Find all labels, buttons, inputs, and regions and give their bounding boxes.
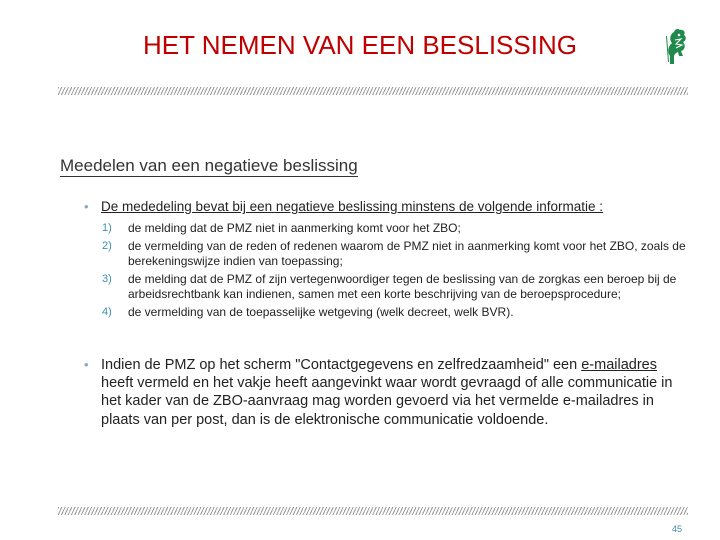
- list-item-number: 3): [102, 272, 112, 285]
- page-number: 45: [672, 524, 683, 534]
- list-item-number: 1): [102, 222, 112, 234]
- list-item: [102, 221, 686, 237]
- list-item-text: de melding dat de PMZ of zijn vertegenwoordiger tegen de beslissing van de zorgkas een beroep bij de arbeidsrechtbank kan indienen, samen met een korte beschrijving van de beroepsprocedure;: [128, 271, 677, 302]
- list-item-text: de melding dat de PMZ niet in aanmerking komt voor het ZBO;: [128, 221, 461, 235]
- bullet-dot-icon: •: [84, 199, 89, 214]
- bullet-intro: [84, 199, 603, 214]
- slide-title: HET NEMEN VAN EEN BESLISSING: [143, 30, 577, 60]
- email-address-link[interactable]: e-mailadres: [581, 357, 657, 373]
- bullet-email: [84, 356, 684, 429]
- list-item: [102, 305, 686, 321]
- bottom-divider: [58, 507, 688, 515]
- list-item: [102, 272, 686, 303]
- bullet-email-text: [101, 356, 681, 429]
- list-item-text: de vermelding van de reden of redenen waarom de PMZ niet in aanmerking komt voor het ZBO, zoals de berekeningswijze indien van toepassing;: [128, 238, 686, 269]
- list-item-number: 4): [102, 305, 112, 318]
- bullet-intro-text: De mededeling bevat bij een negatieve beslissing minstens de volgende informatie :: [101, 199, 604, 214]
- bullet-email-post: heeft vermeld en het vakje heeft aangevinkt waar wordt gevraagd of alle communicatie in het kader van de ZBO-aanvraag mag worden gevoerd via het vermelde e-mailadres in plaats van per post, dan is de elektronische communicatie voldoende.: [101, 375, 673, 428]
- bullet-dot-icon: •: [84, 357, 89, 372]
- top-divider: [58, 87, 688, 95]
- list-item: [102, 239, 686, 270]
- bullet-email-pre: Indien de PMZ op het scherm "Contactgegevens en zelfredzaamheid" een: [101, 357, 582, 373]
- list-item-text: de vermelding van de toepasselijke wetgeving (welk decreet, welk BVR).: [128, 304, 514, 319]
- flemish-lion-logo-icon: [664, 26, 690, 66]
- list-item-number: 2): [102, 239, 112, 252]
- section-subtitle: Meedelen van een negatieve beslissing: [60, 156, 358, 175]
- numbered-list: [102, 221, 686, 323]
